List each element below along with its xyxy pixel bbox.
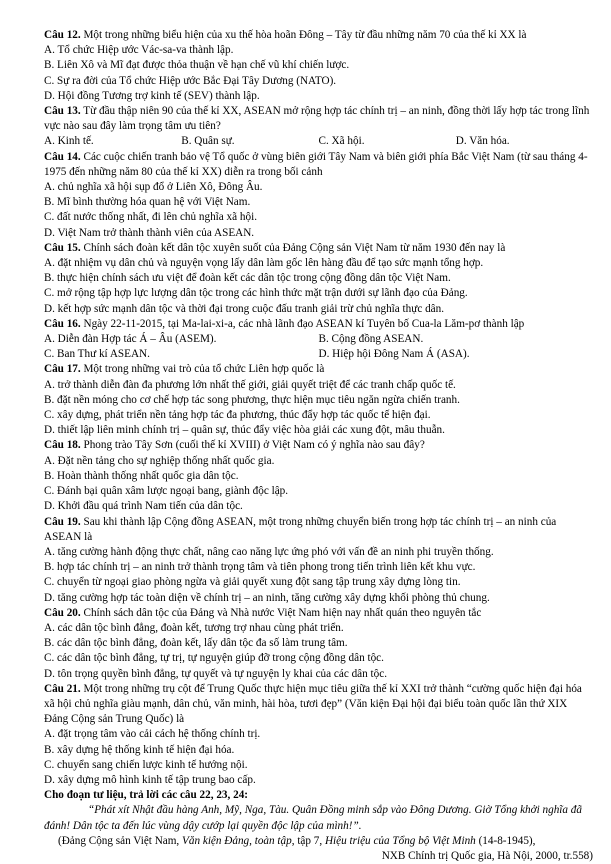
question-block — [44, 28, 593, 104]
question-block — [44, 150, 593, 241]
answer-option: A. Tổ chức Hiệp ước Vác-sa-va thành lập. — [44, 44, 234, 57]
question-stem-line — [44, 606, 593, 621]
question-number: Câu 15. — [44, 241, 81, 254]
citation-book-title: Văn kiện Đảng, toàn tập — [182, 834, 292, 847]
answer-option: D. xây dựng mô hình kinh tế tập trung bao cấp. — [44, 773, 256, 786]
answer-option: A. trở thành diễn đàn đa phương lớn nhất thế giới, giải quyết triệt để các tranh chấp quốc tế. — [44, 378, 456, 391]
question-stem: Chính sách dân tộc của Đảng và Nhà nước Việt Nam hiện nay nhất quán theo nguyên tắc — [83, 606, 482, 619]
answer-option: B. Hoàn thành thống nhất quốc gia dân tộc. — [44, 469, 239, 482]
question-stem: Sau khi thành lập Cộng đồng ASEAN, một trong những chuyển biến trong hợp tác chính trị – an ninh của ASEAN là — [44, 515, 557, 543]
answer-option: B. Mĩ bình thường hóa quan hệ với Việt Nam. — [44, 196, 251, 209]
answer-option: A. chủ nghĩa xã hội sụp đổ ở Liên Xô, Đông Âu. — [44, 181, 263, 194]
answer-option: A. đặt trọng tâm vào cải cách hệ thống chính trị. — [44, 728, 261, 741]
question-stem-line — [44, 362, 593, 377]
question-block — [44, 104, 593, 150]
question-stem: Một trong những trụ cột để Trung Quốc thực hiện mục tiêu giữa thế kỉ XXI trở thành “cường quốc hiện đại hóa xã hội chủ nghĩa giàu mạnh, dân chủ, văn minh, hài hòa, tươi đẹp” (Văn kiện Đại hội đại biểu toàn quốc lần thứ XIX Đảng Cộng sản Trung Quốc) là — [44, 682, 582, 726]
answer-option: B. Quân sự. — [181, 135, 235, 148]
answer-option: D. tôn trọng quyền bình đẳng, tự quyết và tự nguyện ly khai của các dân tộc. — [44, 667, 388, 680]
answer-option: C. Ban Thư kí ASEAN. — [44, 348, 150, 361]
question-number: Câu 17. — [44, 363, 81, 376]
question-number: Câu 20. — [44, 606, 81, 619]
answer-option: C. xây dựng, phát triển nền tảng hợp tác đa phương, thúc đẩy hợp tác quốc tế hiện đại. — [44, 409, 431, 422]
passage-heading: Cho đoạn tư liệu, trả lời các câu 22, 23, 24: — [44, 789, 249, 802]
question-stem-line — [44, 28, 593, 43]
answer-option: A. tăng cường hành động thực chất, nâng cao năng lực ứng phó với vấn đề an ninh phi truyền thống. — [44, 545, 494, 558]
answer-option: A. các dân tộc bình đẳng, đoàn kết, tương trợ nhau cùng phát triển. — [44, 621, 344, 634]
answer-option: C. Xã hội. — [318, 135, 365, 148]
question-stem: Phong trào Tây Sơn (cuối thế kỉ XVIII) ở Việt Nam có ý nghĩa nào sau đây? — [83, 439, 425, 452]
answer-option: D. Khởi đầu quá trình Nam tiến của dân tộc. — [44, 500, 243, 513]
question-number: Câu 12. — [44, 29, 81, 41]
answer-option: B. Liên Xô và Mĩ đạt được thỏa thuận về hạn chế vũ khí chiến lược. — [44, 59, 350, 72]
answer-option: A. Đặt nền tảng cho sự nghiệp thống nhất quốc gia. — [44, 454, 275, 467]
question-stem-line — [44, 438, 593, 453]
answer-option: A. Kinh tế. — [44, 135, 94, 148]
answer-option: D. Hội đồng Tương trợ kinh tế (SEV) thành lập. — [44, 89, 260, 102]
question-number: Câu 13. — [44, 105, 81, 118]
question-stem-line — [44, 515, 593, 545]
answer-option: B. đặt nền móng cho cơ chế hợp tác song phương, thực hiện mục tiêu ngăn ngừa chiến tranh. — [44, 393, 460, 406]
answer-option: B. xây dựng hệ thống kinh tế hiện đại hóa. — [44, 743, 235, 756]
answer-option: C. Sự ra đời của Tổ chức Hiệp ước Bắc Đại Tây Dương (NATO). — [44, 74, 337, 87]
answer-options-row — [44, 347, 593, 362]
question-stem: Một trong những biểu hiện của xu thế hòa hoãn Đông – Tây từ đầu những năm 70 của thế kỉ XX là — [83, 29, 527, 41]
answer-option: B. thực hiện chính sách ưu việt để đoàn kết các dân tộc trong cộng đồng dân tộc Việt Nam. — [44, 272, 451, 285]
question-number: Câu 19. — [44, 515, 81, 528]
question-block — [44, 241, 593, 317]
answer-option: C. đất nước thống nhất, đi lên chủ nghĩa xã hội. — [44, 211, 258, 224]
question-stem: Một trong những vai trò của tổ chức Liên hợp quốc là — [83, 363, 325, 376]
answer-option: D. Văn hóa. — [455, 135, 510, 148]
question-block — [44, 515, 593, 606]
question-number: Câu 21. — [44, 682, 81, 695]
answer-option: A. đặt nhiệm vụ dân chủ và nguyện vọng lấy dân làm gốc lên hàng đầu để tạo sức mạnh tổng hợp. — [44, 257, 484, 270]
question-block — [44, 362, 593, 438]
question-stem-line — [44, 104, 593, 134]
citation-document-title: Hiệu triệu của Tổng bộ Việt Minh — [324, 834, 476, 847]
citation-publisher: NXB Chính trị Quốc gia, Hà Nội, 2000, tr.558) — [381, 849, 593, 862]
answer-options-row — [44, 332, 593, 347]
question-number: Câu 16. — [44, 317, 81, 330]
answer-option: C. chuyển từ ngoại giao phòng ngừa và giải quyết xung đột sang tập trung xây dựng lòng tin. — [44, 576, 461, 589]
question-stem: Các cuộc chiến tranh bảo vệ Tổ quốc ở vùng biên giới Tây Nam và biên giới phía Bắc Việt Nam (từ sau tháng 4-1975 đến những năm 80 của thế kỉ XX) diễn ra trong bối cảnh — [44, 150, 588, 178]
answer-option: D. Việt Nam trở thành thành viên của ASEAN. — [44, 226, 255, 239]
passage-quote: “Phát xít Nhật đầu hàng Anh, Mỹ, Nga, Tàu. Quân Đồng minh sắp vào Đông Dương. Giờ Tổng khởi nghĩa đã đánh! Dân tộc ta đến lúc vùng dậy cướp lại quyền độc lập của mình!”. — [44, 804, 582, 832]
answer-option: C. chuyển sang chiến lược kinh tế hướng nội. — [44, 758, 248, 771]
answer-option: B. các dân tộc bình đẳng, đoàn kết, lấy dân tộc đa số làm trung tâm. — [44, 637, 348, 650]
answer-option: C. mở rộng tập hợp lực lượng dân tộc trong các hình thức mặt trận dưới sự lãnh đạo của Đảng. — [44, 287, 468, 300]
question-number: Câu 18. — [44, 439, 81, 452]
answer-option: B. hợp tác chính trị – an ninh trở thành trọng tâm và tiên phong trong tiến trình liên kết khu vực. — [44, 561, 476, 574]
question-stem-line — [44, 317, 593, 332]
question-block — [44, 317, 593, 363]
answer-option: D. thiết lập liên minh chính trị – quân sự, thúc đẩy việc hòa giải các xung đột, mâu thuẫn. — [44, 424, 445, 437]
answer-option: A. Diễn đàn Hợp tác Á – Âu (ASEM). — [44, 333, 217, 346]
answer-option: D. tăng cường hợp tác toàn diện về chính trị – an ninh, tăng cường xây dựng khối phòng thủ chung. — [44, 591, 490, 604]
question-block — [44, 606, 593, 682]
answer-option: B. Cộng đồng ASEAN. — [318, 333, 424, 346]
question-stem: Ngày 22-11-2015, tại Ma-lai-xi-a, các nhà lãnh đạo ASEAN kí Tuyên bố Cua-la Lăm-pơ thành lập — [83, 317, 525, 330]
question-number: Câu 14. — [44, 150, 81, 163]
answer-option: D. kết hợp sức mạnh dân tộc và thời đại trong cuộc đấu tranh giải trừ chủ nghĩa thực dân. — [44, 302, 445, 315]
question-block — [44, 682, 593, 788]
question-stem: Chính sách đoàn kết dân tộc xuyên suốt của Đảng Cộng sản Việt Nam từ năm 1930 đến nay là — [83, 241, 506, 254]
answer-option: C. các dân tộc bình đẳng, tự trị, tự nguyện giúp đỡ trong cộng đồng dân tộc. — [44, 652, 384, 665]
answer-option: D. Hiệp hội Đông Nam Á (ASA). — [318, 348, 470, 361]
citation-author: (Đảng Cộng sản Việt Nam, — [58, 834, 183, 847]
citation-date: (14-8-1945), — [475, 834, 536, 847]
question-stem: Từ đầu thập niên 90 của thế kỉ XX, ASEAN mở rộng hợp tác chính trị – an ninh, đồng thời lấy hợp tác trong lĩnh vực nào sau đây làm trọng tâm ưu tiên? — [44, 105, 590, 133]
question-stem-line — [44, 241, 593, 256]
passage-citation — [44, 834, 593, 849]
answer-options-row — [44, 134, 593, 149]
question-stem-line — [44, 150, 593, 180]
citation-volume: , tập 7, — [291, 834, 325, 847]
question-stem-line — [44, 682, 593, 728]
question-block — [44, 438, 593, 514]
answer-option: C. Đánh bại quân xâm lược ngoại bang, giành độc lập. — [44, 485, 289, 498]
